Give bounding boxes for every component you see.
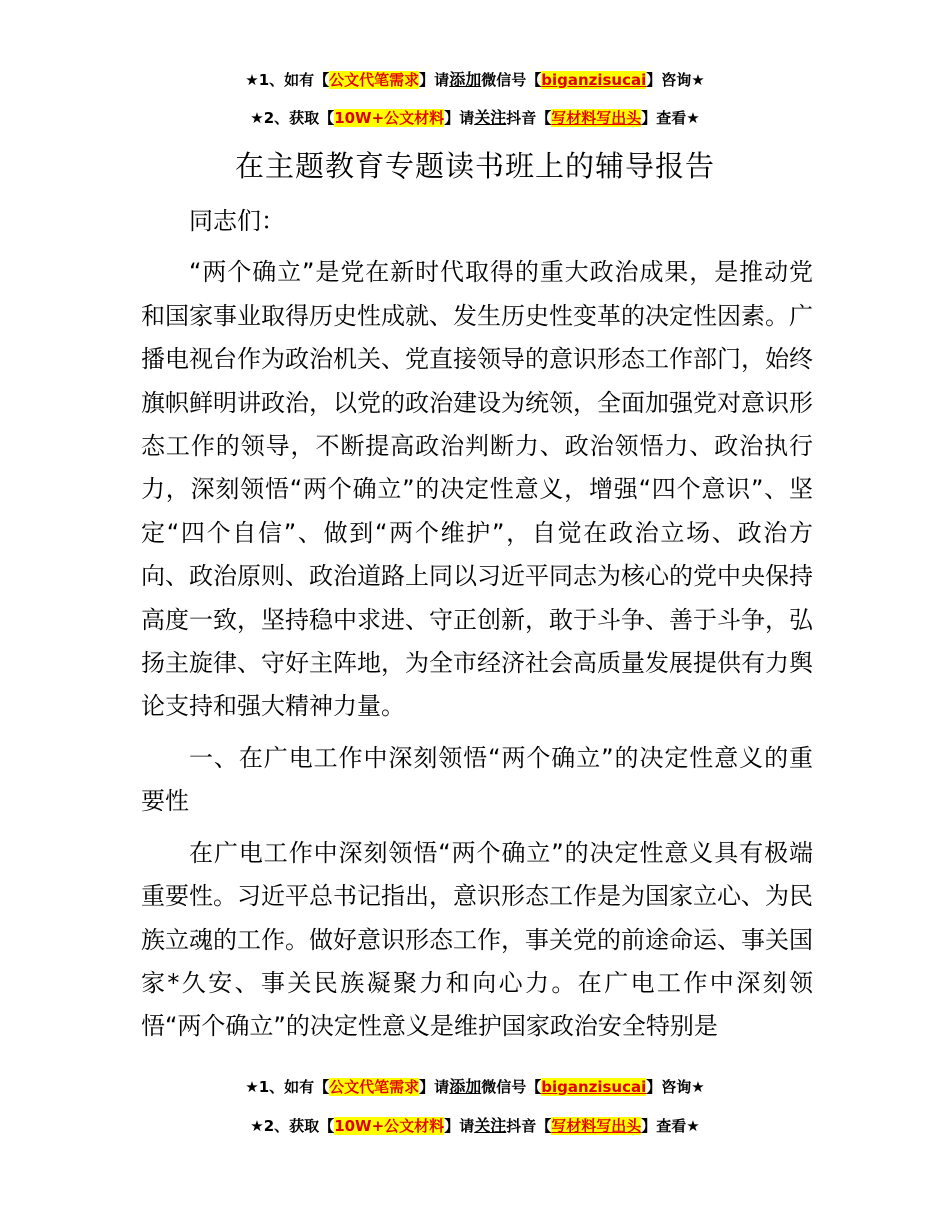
header-promo-line-1 [0, 70, 950, 90]
footer-promo-line-1 [0, 1077, 950, 1097]
promo-highlight: 公文代笔需求 [329, 1078, 420, 1096]
promo-douyin-id[interactable]: 写材料写出头 [551, 1117, 642, 1135]
promo-text: 】查看★ [641, 109, 700, 127]
promo-underline: 添加 [449, 1077, 482, 1096]
promo-text: ★1、如有【 [245, 1078, 330, 1096]
promo-text: 】请 [444, 109, 475, 127]
promo-text: 】咨询★ [646, 1078, 705, 1096]
promo-underline: 关注 [474, 108, 507, 127]
promo-text: 】咨询★ [646, 71, 705, 89]
section-heading-1: 一、在广电工作中深刻领悟“两个确立”的决定性意义的重要性 [141, 743, 813, 816]
promo-text: 】请 [419, 71, 450, 89]
salutation: 同志们： [189, 207, 285, 235]
promo-text: 】查看★ [641, 1117, 700, 1135]
promo-text: ★2、获取【 [250, 1117, 335, 1135]
promo-text: 微信号【 [481, 1078, 542, 1096]
promo-text: ★1、如有【 [245, 71, 330, 89]
promo-text: ★2、获取【 [250, 109, 335, 127]
promo-wechat-id[interactable]: biganzisucai [541, 1078, 647, 1096]
promo-douyin-id[interactable]: 写材料写出头 [551, 109, 642, 127]
promo-text: 抖音【 [506, 109, 552, 127]
promo-underline: 添加 [449, 70, 482, 89]
document-title: 在主题教育专题读书班上的辅导报告 [234, 149, 715, 183]
promo-highlight: 10W+公文材料 [334, 109, 445, 127]
header-promo-line-2 [0, 108, 950, 128]
promo-text: 】请 [419, 1078, 450, 1096]
paragraph-1: “两个确立”是党在新时代取得的重大政治成果，是推动党和国家事业取得历史性成就、发生历史性变革的决定性因素。广播电视台作为政治机关、党直接领导的意识形态工作部门，始终旗帜鲜明讲政治，以党的政治建设为统领，全面加强党对意识形态工作的领导，不断提高政治判断力、政治领悟力、政治执行力，深刻领悟“两个确立”的决定性意义，增强“四个意识”、坚定“四个自信”、做到“两个维护”，自觉在政治立场、政治方向、政治原则、政治道路上同以习近平同志为核心的党中央保持高度一致，坚持稳中求进、守正创新，敢于斗争、善于斗争，弘扬主旋律、守好主阵地，为全市经济社会高质量发展提供有力舆论支持和强大精神力量。 [141, 258, 813, 721]
promo-highlight: 10W+公文材料 [334, 1117, 445, 1135]
promo-text: 】请 [444, 1117, 475, 1135]
promo-underline: 关注 [474, 1116, 507, 1135]
paragraph-2: 在广电工作中深刻领悟“两个确立”的决定性意义具有极端重要性。习近平总书记指出，意识形态工作是为国家立心、为民族立魂的工作。做好意识形态工作，事关党的前途命运、事关国家*久安、事关民族凝聚力和向心力。在广电工作中深刻领悟“两个确立”的决定性意义是维护国家政治安全特别是 [141, 838, 813, 1041]
document-body [141, 200, 813, 1057]
promo-text: 抖音【 [506, 1117, 552, 1135]
footer-promo-line-2 [0, 1116, 950, 1136]
promo-wechat-id[interactable]: biganzisucai [541, 71, 647, 89]
promo-highlight: 公文代笔需求 [329, 71, 420, 89]
promo-text: 微信号【 [481, 71, 542, 89]
